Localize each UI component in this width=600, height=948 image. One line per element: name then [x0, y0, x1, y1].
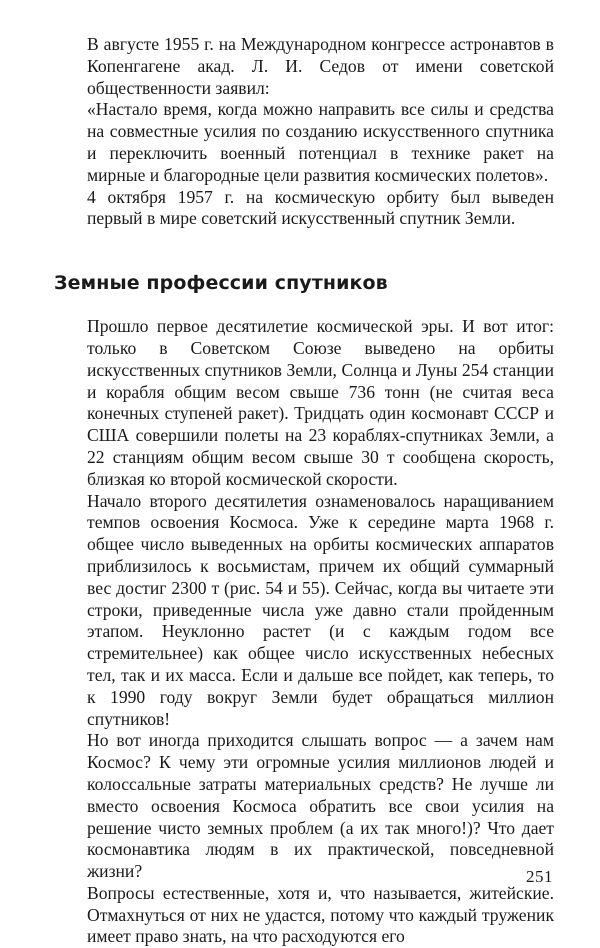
intro-paragraph-3: 4 октября 1957 г. на космическую орбиту был выведен первый в мире советский искусственный спутник Земли. — [87, 186, 554, 229]
page-number: 251 — [526, 867, 553, 886]
section-heading: Земные профессии спутников — [54, 272, 388, 295]
body-paragraph-4: Вопросы естественные, хотя и, что называется, житейские. Отмахнуться от них не удастся, потому что каждый труженик имеет право знать, на что расходуются его — [87, 882, 554, 947]
body-paragraph-2: Начало второго десятилетия ознаменовалось наращиванием темпов освоения Космоса. Уже к середине марта 1968 г. общее число выведенных на орбиты космических аппаратов приблизилось к восьмистам, причем их общий суммарный вес достиг 2300 т (рис. 54 и 55). Сейчас, когда вы читаете эти строки, приведенные числа уже давно стали пройденным этапом. Неуклонно растет (и с каждым годом все стремительнее) как общее число искусственных небесных тел, так и их масса. Если и дальше все пойдет, как теперь, то к 1990 году вокруг Земли будет обращаться миллион спутников! — [87, 490, 554, 729]
section-body — [87, 316, 554, 948]
body-paragraph-1: Прошло первое десятилетие космической эры. И вот итог: только в Советском Союзе выведено на орбиты искусственных спутников Земли, Солнца и Луны 254 станции и корабля общим весом свыше 736 тонн (не считая веса конечных ступеней ракет). Тридцать один космонавт СССР и США совершили полеты на 23 кораблях-спутниках Земли, а 22 станциям общим весом свыше 30 т сообщена скорость, близкая ко второй космической скорости. — [87, 316, 554, 489]
intro-paragraph-2: «Настало время, когда можно направить все силы и средства на совместные усилия по созданию искусственного спутника и переключить военный потенциал в технике ракет на мирные и благородные цели развития космических полетов». — [87, 99, 554, 185]
intro-block — [87, 34, 554, 230]
intro-paragraph-1: В августе 1955 г. на Международном конгрессе астронавтов в Копенгагене акад. Л. И. Седов от имени советской общественности заявил: — [87, 34, 554, 98]
page-text — [54, 34, 554, 948]
body-paragraph-3: Но вот иногда приходится слышать вопрос — а зачем нам Космос? К чему эти огромные усилия миллионов людей и колоссальные затраты материальных средств? Не лучше ли вместо освоения Космоса обратить все свои усилия на решение чисто земных проблем (а их так много!)? Что дает космонавтика людям в их практической, повседневной жизни? — [87, 730, 554, 882]
